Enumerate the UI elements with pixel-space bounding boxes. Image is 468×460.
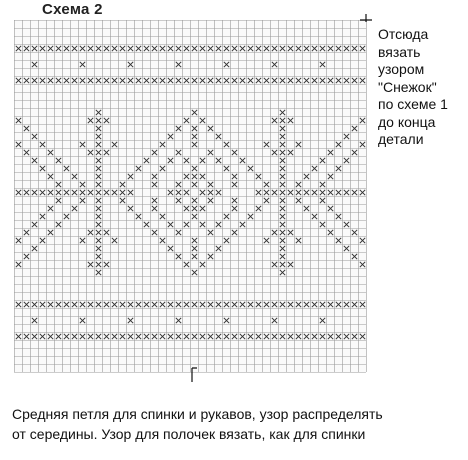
side-instruction xyxy=(378,26,464,149)
side-instruction-line: "Снежок" xyxy=(378,78,437,95)
side-instruction-line: по схеме 1 xyxy=(378,96,448,112)
bottom-instruction-line: Средняя петля для спинки и рукавов, узор распределять xyxy=(12,406,383,422)
side-instruction-line: до конца xyxy=(378,113,436,130)
chart-title: Схема 2 xyxy=(42,1,103,18)
bottom-instruction xyxy=(12,404,462,444)
grid-background xyxy=(14,20,366,372)
side-instruction-line: узором xyxy=(378,61,425,77)
side-instruction-line: Отсюда xyxy=(378,26,429,42)
bottom-instruction-line: от середины. Узор для полочек вязать, как для спинки xyxy=(12,426,366,442)
side-instruction-line: детали xyxy=(378,131,424,147)
grid-lines xyxy=(14,20,367,373)
side-instruction-line: вязать xyxy=(378,43,421,60)
